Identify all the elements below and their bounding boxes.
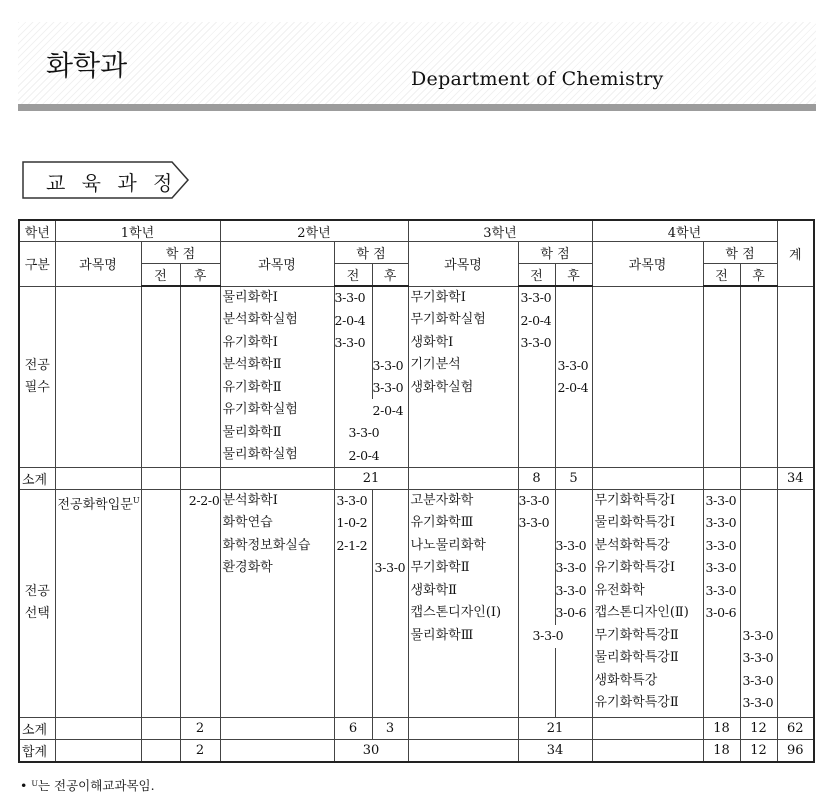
elec-y3-names xyxy=(408,489,518,717)
list-item: 물리화학Ⅰ xyxy=(222,289,278,305)
list-item: 2-0-4 xyxy=(557,380,589,395)
y2-s2-list xyxy=(375,490,408,580)
list-item: 캡스톤디자인(Ⅱ) xyxy=(594,605,689,620)
empty-cell xyxy=(55,467,141,489)
empty-cell xyxy=(141,467,180,489)
empty-cell xyxy=(220,467,334,489)
req-y3-names xyxy=(408,286,518,467)
empty-cell xyxy=(220,739,334,762)
required-row xyxy=(19,286,814,467)
list-item: 3-3-0 xyxy=(518,492,550,508)
y3-span-list xyxy=(533,490,564,648)
list-item xyxy=(706,670,740,693)
y4-s1-list xyxy=(706,490,740,715)
y2-names-list xyxy=(223,490,334,580)
list-item: 유기화학특강Ⅰ xyxy=(594,560,675,575)
elec-sub-y3: 21 xyxy=(518,717,592,739)
grade-label: 학년 xyxy=(19,220,55,242)
y4-names-list xyxy=(595,490,703,715)
empty-cell xyxy=(408,467,518,489)
list-item: 분석화학실험 xyxy=(222,312,298,327)
list-item: 물리화학특강Ⅰ xyxy=(594,515,675,530)
req-y2-names xyxy=(220,286,334,467)
elec-y3-divider xyxy=(555,490,556,625)
elec-y1-course: 전공화학입문 xyxy=(57,496,133,512)
list-item: 3-0-6 xyxy=(705,605,737,620)
list-item: 3-3-0 xyxy=(705,582,737,598)
y2-span-list xyxy=(349,287,380,467)
list-item: 3-3-0 xyxy=(705,515,737,530)
list-item: 무기화학특강Ⅱ xyxy=(594,627,679,643)
grand-y4-s1: 18 xyxy=(703,739,740,762)
semester-1-header: 전 xyxy=(703,264,740,287)
list-item xyxy=(558,287,592,310)
elec-y4-names xyxy=(592,489,703,717)
req-y2-divider xyxy=(372,287,373,399)
list-item: 3-3-0 xyxy=(742,695,774,710)
semester-2-header: 후 xyxy=(372,264,408,287)
total-header: 계 xyxy=(777,220,814,286)
list-item: 3-3-0 xyxy=(555,537,587,553)
elec-y3-divider-lower xyxy=(555,648,556,718)
list-item: 생화학특강 xyxy=(594,672,658,688)
list-item xyxy=(533,602,564,625)
elec-total xyxy=(777,489,814,717)
empty-cell xyxy=(141,717,180,739)
list-item xyxy=(743,512,777,535)
list-item xyxy=(375,535,408,558)
list-item: 유기화학실험 xyxy=(222,402,298,417)
req-y3-s1 xyxy=(518,286,555,467)
list-item: 3-3-0 xyxy=(705,560,737,575)
empty-cell xyxy=(740,467,777,489)
grand-y1: 2 xyxy=(180,739,220,762)
header-row-2 xyxy=(19,242,814,264)
elec-y3-credits xyxy=(518,489,592,717)
year-4-header: 4학년 xyxy=(592,220,777,242)
elec-y1-s1 xyxy=(141,489,180,717)
list-item: 1-0-2 xyxy=(336,515,368,530)
list-item: 2-2-0 xyxy=(188,492,220,508)
empty-cell xyxy=(592,717,703,739)
elective-label: 전공 선택 xyxy=(19,489,55,717)
req-y1-s1 xyxy=(141,286,180,467)
list-item: 물리화학특강Ⅱ xyxy=(594,650,679,665)
list-item xyxy=(349,287,380,310)
empty-cell xyxy=(220,717,334,739)
elec-sub-y1: 2 xyxy=(180,717,220,739)
y3-names-list xyxy=(411,490,518,648)
list-item: 유기화학Ⅱ xyxy=(222,379,282,395)
list-item: 나노물리화학 xyxy=(410,537,486,553)
list-item: 3-3-0 xyxy=(348,425,380,440)
credit-header: 학 점 xyxy=(334,242,408,264)
elec-y1-s2 xyxy=(180,489,220,717)
list-item xyxy=(706,625,740,648)
req-y3-s2 xyxy=(555,286,592,467)
grand-y2: 30 xyxy=(334,739,408,762)
list-item: 분석화학Ⅰ xyxy=(222,492,278,508)
list-item: 분석화학Ⅱ xyxy=(222,357,282,372)
year-1-header: 1학년 xyxy=(55,220,220,242)
empty-cell xyxy=(592,467,703,489)
req-y4-s1 xyxy=(703,286,740,467)
list-item xyxy=(743,602,777,625)
credit-header: 학 점 xyxy=(518,242,592,264)
list-item: 3-3-0 xyxy=(705,492,737,508)
list-item: 3-3-0 xyxy=(520,335,552,350)
req-y4-s2 xyxy=(740,286,777,467)
list-item: 3-3-0 xyxy=(336,492,368,508)
list-item: 고분자화학 xyxy=(410,492,474,508)
header-divider xyxy=(18,104,816,111)
division-label: 구분 xyxy=(19,242,55,287)
list-item xyxy=(558,310,592,333)
req-y4-names xyxy=(592,286,703,467)
list-item: 3-3-0 xyxy=(374,560,406,575)
list-item: 3-3-0 xyxy=(532,627,564,643)
req-sub-y2: 21 xyxy=(334,467,408,489)
list-item: 3-3-0 xyxy=(742,627,774,643)
semester-1-header: 전 xyxy=(334,264,372,287)
elec-sub-y2-s2: 3 xyxy=(372,717,408,739)
page-header xyxy=(18,22,816,104)
list-item xyxy=(558,332,592,355)
year-2-header: 2학년 xyxy=(220,220,408,242)
list-item: 물리화학Ⅱ xyxy=(222,424,282,440)
list-item xyxy=(533,490,564,513)
list-item: 유기화학Ⅰ xyxy=(222,334,278,350)
year-3-header: 3학년 xyxy=(408,220,592,242)
list-item: 2-0-4 xyxy=(520,312,552,328)
y2-names-list xyxy=(223,287,334,467)
list-item: 2-0-4 xyxy=(348,447,380,463)
list-item: 3-0-6 xyxy=(555,605,587,620)
elective-row xyxy=(19,489,814,717)
dept-title-english: Department of Chemistry xyxy=(411,68,664,90)
y3-names-list xyxy=(411,287,518,400)
req-y1-names xyxy=(55,286,141,467)
req-sub-y3-s2: 5 xyxy=(555,467,592,489)
list-item: 분석화학특강 xyxy=(594,537,670,553)
semester-2-header: 후 xyxy=(740,264,777,287)
list-item: 3-3-0 xyxy=(557,357,589,373)
list-item xyxy=(706,647,740,670)
list-item: 물리화학실험 xyxy=(222,447,298,462)
list-item: 유기화학특강Ⅱ xyxy=(594,695,679,710)
list-item xyxy=(743,490,777,513)
grand-y4-s2: 12 xyxy=(740,739,777,762)
empty-cell xyxy=(141,739,180,762)
y3-s1-list xyxy=(521,287,555,400)
empty-cell xyxy=(408,739,518,762)
req-sub-total: 34 xyxy=(777,467,814,489)
credit-header: 학 점 xyxy=(703,242,777,264)
elec-y2-names xyxy=(220,489,334,717)
req-total xyxy=(777,286,814,467)
list-item: 무기화학실험 xyxy=(410,312,486,327)
req-y1-s2 xyxy=(180,286,220,467)
credit-header: 학 점 xyxy=(141,242,220,264)
empty-cell xyxy=(408,717,518,739)
list-item: 유기화학Ⅲ xyxy=(410,515,474,530)
elective-subtotal-row xyxy=(19,717,814,739)
list-item: 2-1-2 xyxy=(336,537,368,553)
list-item xyxy=(521,355,555,378)
semester-2-header: 후 xyxy=(555,264,592,287)
curriculum-table xyxy=(18,219,815,763)
list-item xyxy=(533,512,564,535)
list-item xyxy=(349,400,380,423)
list-item: 유전화학 xyxy=(594,582,645,598)
list-item xyxy=(337,557,372,580)
elec-sub-total: 62 xyxy=(777,717,814,739)
list-item: 3-3-0 xyxy=(518,515,550,530)
elec-sub-y4-s2: 12 xyxy=(740,717,777,739)
list-item xyxy=(349,310,380,333)
list-item: 화학정보화실습 xyxy=(222,537,311,553)
major-understanding-mark: U xyxy=(132,495,140,505)
list-item: 3-3-0 xyxy=(372,357,404,373)
list-item: 3-3-0 xyxy=(742,650,774,665)
list-item: 3-3-0 xyxy=(334,335,366,350)
grand-total-row xyxy=(19,739,814,762)
list-item xyxy=(533,557,564,580)
y3-s2-list xyxy=(558,287,592,400)
empty-cell xyxy=(55,739,141,762)
course-name-header: 과목명 xyxy=(592,242,703,287)
elec-y2-s1 xyxy=(334,489,372,717)
semester-1-header: 전 xyxy=(518,264,555,287)
list-item xyxy=(521,377,555,400)
required-label: 전공 필수 xyxy=(19,286,55,467)
course-name-header: 과목명 xyxy=(55,242,141,287)
list-item: 3-3-0 xyxy=(372,380,404,395)
list-item: 3-3-0 xyxy=(742,672,774,688)
list-item: 생화학Ⅱ xyxy=(410,582,458,598)
list-item: 캡스톤디자인(Ⅰ) xyxy=(410,605,502,620)
list-item: 3-3-0 xyxy=(520,290,552,305)
dept-title-korean: 화학과 xyxy=(46,49,128,82)
list-item: 화학연습 xyxy=(222,515,273,530)
header-row-1 xyxy=(19,220,814,242)
elec-sub-y2-s1: 6 xyxy=(334,717,372,739)
semester-1-header: 전 xyxy=(141,264,180,287)
list-item: 3-3-0 xyxy=(334,290,366,305)
list-item: 3-3-0 xyxy=(705,537,737,553)
grand-total-label: 합계 xyxy=(19,739,55,762)
grand-total: 96 xyxy=(777,739,814,762)
list-item xyxy=(533,580,564,603)
list-item xyxy=(706,692,740,715)
list-item: 무기화학Ⅰ xyxy=(410,289,466,305)
elec-y4-s2 xyxy=(740,489,777,717)
list-item xyxy=(375,512,408,535)
subtotal-label: 소계 xyxy=(19,717,55,739)
course-name-header: 과목명 xyxy=(408,242,518,287)
semester-2-header: 후 xyxy=(180,264,220,287)
list-item: 2-0-4 xyxy=(372,402,404,418)
list-item: 물리화학Ⅲ xyxy=(410,627,474,643)
elec-y4-s1 xyxy=(703,489,740,717)
required-subtotal-row xyxy=(19,467,814,489)
list-item: 생화학실험 xyxy=(410,379,474,395)
empty-cell xyxy=(55,717,141,739)
list-item: 기기분석 xyxy=(410,357,461,372)
list-item xyxy=(349,377,380,400)
footnote: • ᵁ는 전공이해교과목임. xyxy=(20,778,155,793)
list-item xyxy=(533,535,564,558)
elec-y1-names xyxy=(55,489,141,717)
list-item: 2-0-4 xyxy=(334,312,366,328)
y2-s1-list xyxy=(337,490,372,580)
list-item: 무기화학Ⅱ xyxy=(410,560,470,575)
elec-sub-y4-s1: 18 xyxy=(703,717,740,739)
list-item: 환경화학 xyxy=(222,560,273,575)
empty-cell xyxy=(592,739,703,762)
empty-cell xyxy=(703,467,740,489)
req-y2-credits xyxy=(334,286,408,467)
list-item xyxy=(743,535,777,558)
elec-y2-s2 xyxy=(372,489,408,717)
y4-s2-list xyxy=(743,490,777,715)
list-item xyxy=(743,580,777,603)
req-sub-y3-s1: 8 xyxy=(518,467,555,489)
list-item: 무기화학특강Ⅰ xyxy=(594,492,675,508)
list-item xyxy=(349,355,380,378)
list-item: 3-3-0 xyxy=(555,582,587,598)
course-name-header: 과목명 xyxy=(220,242,334,287)
section-tag xyxy=(22,161,190,199)
list-item xyxy=(349,332,380,355)
y1-s2-list xyxy=(181,490,220,513)
grand-y3: 34 xyxy=(518,739,592,762)
list-item: 생화학Ⅰ xyxy=(410,334,454,350)
list-item xyxy=(743,557,777,580)
subtotal-label: 소계 xyxy=(19,467,55,489)
list-item xyxy=(375,490,408,513)
empty-cell xyxy=(180,467,220,489)
list-item: 3-3-0 xyxy=(555,560,587,575)
section-label: 교 육 과 정 xyxy=(46,171,178,195)
